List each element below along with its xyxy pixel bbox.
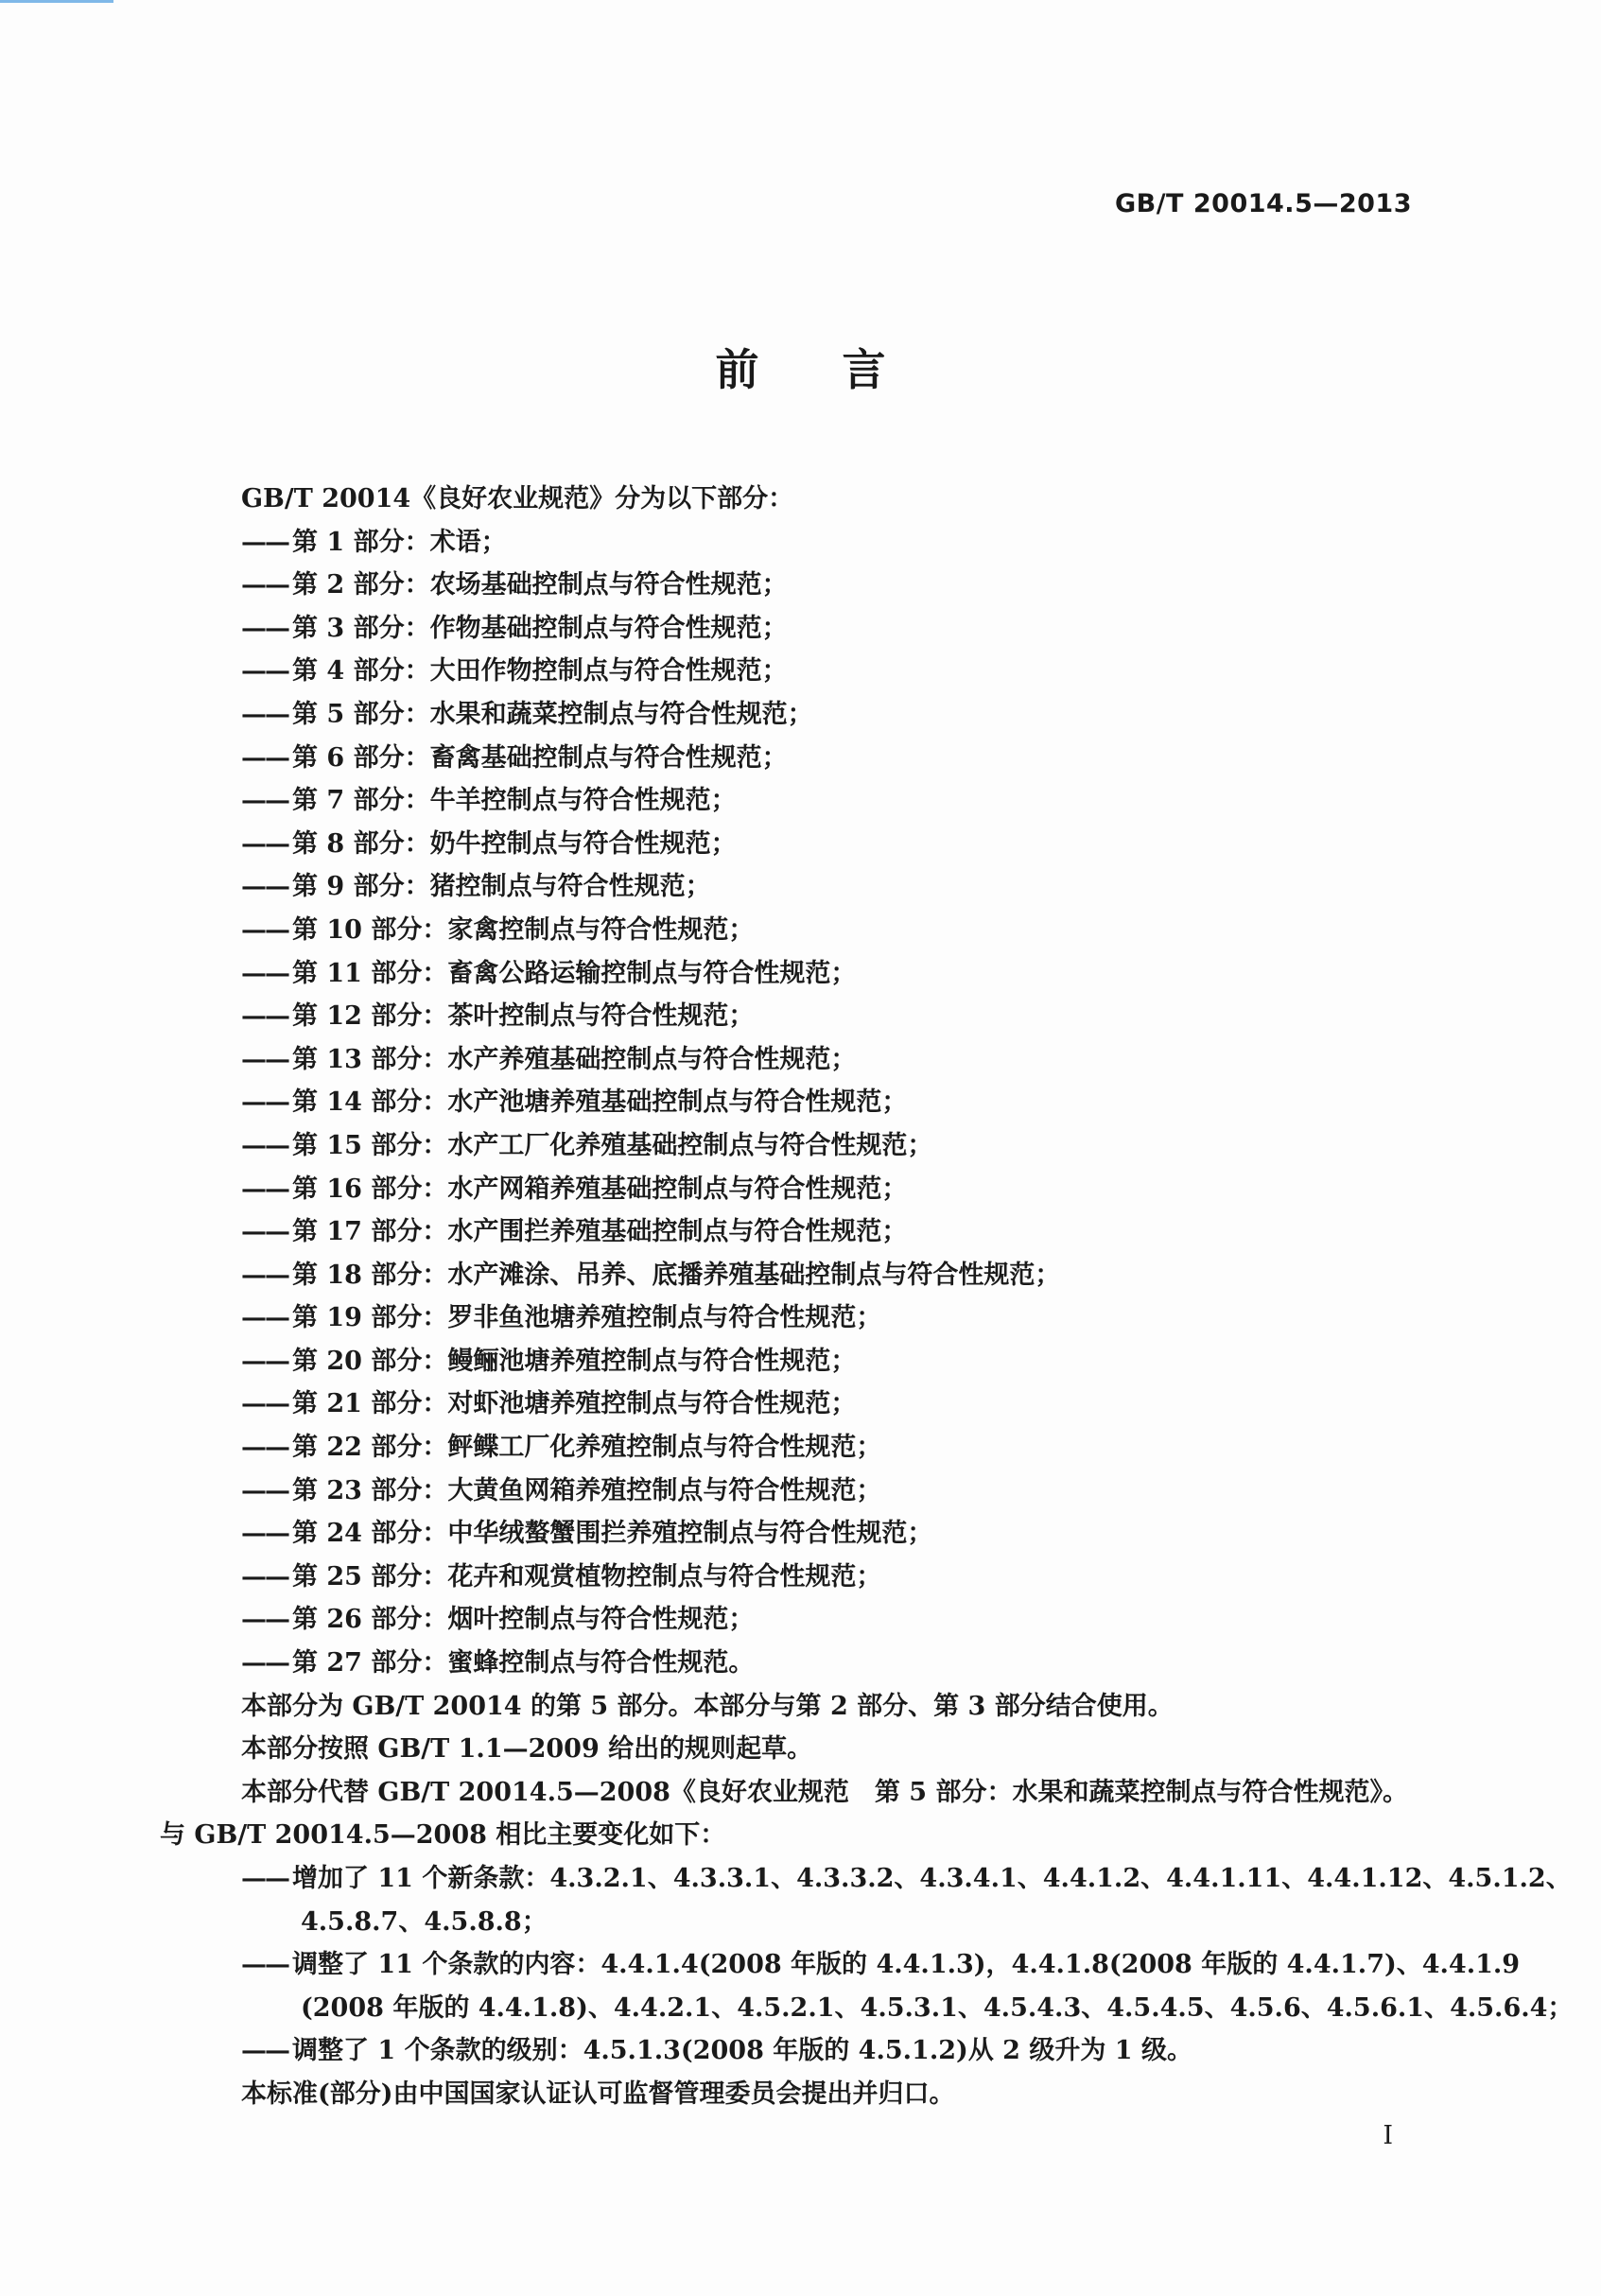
part-list-item: —— 第 13 部分：水产养殖基础控制点与符合性规范； bbox=[194, 1038, 1423, 1082]
part-list-item: —— 第 22 部分：鲆鲽工厂化养殖控制点与符合性规范； bbox=[194, 1426, 1423, 1470]
change-item-1: —— 增加了 11 个新条款：4.3.2.1、4.3.3.1、4.3.3.2、4.3.4.1、4.4.1.2、4.4.1.11、4.4.1.12、4.5.1.2、 bbox=[194, 1857, 1423, 1901]
part-list-item: —— 第 2 部分：农场基础控制点与符合性规范； bbox=[194, 564, 1423, 607]
page-number: I bbox=[1383, 2121, 1393, 2150]
part-list-item: —— 第 27 部分：蜜蜂控制点与符合性规范。 bbox=[194, 1642, 1423, 1685]
part-list-item: —— 第 3 部分：作物基础控制点与符合性规范； bbox=[194, 607, 1423, 651]
part-list-item: —— 第 11 部分：畜禽公路运输控制点与符合性规范； bbox=[194, 952, 1423, 996]
part-list-item: —— 第 24 部分：中华绒螯蟹围拦养殖控制点与符合性规范； bbox=[194, 1512, 1423, 1556]
part-list-item: —— 第 25 部分：花卉和观赏植物控制点与符合性规范； bbox=[194, 1556, 1423, 1599]
part-list-item: —— 第 12 部分：茶叶控制点与符合性规范； bbox=[194, 995, 1423, 1038]
part-list-item: —— 第 17 部分：水产围拦养殖基础控制点与符合性规范； bbox=[194, 1210, 1423, 1254]
document-body bbox=[160, 478, 1574, 2116]
part-list-item: —— 第 4 部分：大田作物控制点与符合性规范； bbox=[194, 650, 1423, 693]
change-item-2-cont: (2008 年版的 4.4.1.8)、4.4.2.1、4.5.2.1、4.5.3.1、4.5.4.3、4.5.4.5、4.5.6、4.5.6.1、4.5.6.4； bbox=[301, 1992, 1574, 2023]
change-item-2: —— 调整了 11 个条款的内容：4.4.1.4(2008 年版的 4.4.1.3)，4.4.1.8(2008 年版的 4.4.1.7)、4.4.1.9 bbox=[194, 1943, 1423, 1987]
page-title: 前言 bbox=[715, 344, 969, 395]
standard-number: GB/T 20014.5—2013 bbox=[1114, 189, 1412, 218]
part-list-item: —— 第 8 部分：奶牛控制点与符合性规范； bbox=[194, 823, 1423, 866]
change-item-1-cont: 4.5.8.7、4.5.8.8； bbox=[301, 1906, 548, 1937]
part-list-item: —— 第 21 部分：对虾池塘养殖控制点与符合性规范； bbox=[194, 1383, 1423, 1426]
scan-edge-mark bbox=[0, 0, 113, 3]
intro-paragraph: GB/T 20014《良好农业规范》分为以下部分： bbox=[241, 484, 794, 513]
part-list-item: —— 第 19 部分：罗非鱼池塘养殖控制点与符合性规范； bbox=[194, 1296, 1423, 1340]
part-list-item: —— 第 6 部分：畜禽基础控制点与符合性规范； bbox=[194, 737, 1423, 780]
part-list-item: —— 第 20 部分：鳗鲡池塘养殖控制点与符合性规范； bbox=[194, 1340, 1423, 1383]
part-list-item: —— 第 23 部分：大黄鱼网箱养殖控制点与符合性规范； bbox=[194, 1470, 1423, 1513]
part-list-item: —— 第 16 部分：水产网箱养殖基础控制点与符合性规范； bbox=[194, 1168, 1423, 1211]
para-proposed: 本标准(部分)由中国国家认证认可监督管理委员会提出并归口。 bbox=[241, 2079, 955, 2109]
part-list-item: —— 第 15 部分：水产工厂化养殖基础控制点与符合性规范； bbox=[194, 1124, 1423, 1168]
part-list-item: —— 第 26 部分：烟叶控制点与符合性规范； bbox=[194, 1598, 1423, 1642]
part-list-item: —— 第 14 部分：水产池塘养殖基础控制点与符合性规范； bbox=[194, 1081, 1423, 1124]
part-list-item: —— 第 5 部分：水果和蔬菜控制点与符合性规范； bbox=[194, 693, 1423, 737]
part-list-item: —— 第 7 部分：牛羊控制点与符合性规范； bbox=[194, 779, 1423, 823]
change-item-3: —— 调整了 1 个条款的级别：4.5.1.3(2008 年版的 4.5.1.2)从 2 级升为 1 级。 bbox=[194, 2029, 1423, 2073]
para-replaces: 本部分代替 GB/T 20014.5—2008《良好农业规范 第 5 部分：水果和蔬菜控制点与符合性规范》。 bbox=[241, 1777, 1408, 1807]
part-list-item: —— 第 18 部分：水产滩涂、吊养、底播养殖基础控制点与符合性规范； bbox=[194, 1254, 1423, 1297]
part-list-item: —— 第 1 部分：术语； bbox=[194, 521, 1423, 565]
part-list-item: —— 第 10 部分：家禽控制点与符合性规范； bbox=[194, 909, 1423, 952]
para-drafting: 本部分按照 GB/T 1.1—2009 给出的规则起草。 bbox=[241, 1734, 813, 1765]
parts-list bbox=[194, 521, 1423, 1685]
para-part: 本部分为 GB/T 20014 的第 5 部分。本部分与第 2 部分、第 3 部分结合使用。 bbox=[241, 1691, 1174, 1721]
para-changes-intro: 与 GB/T 20014.5—2008 相比主要变化如下： bbox=[160, 1820, 726, 1851]
part-list-item: —— 第 9 部分：猪控制点与符合性规范； bbox=[194, 865, 1423, 909]
